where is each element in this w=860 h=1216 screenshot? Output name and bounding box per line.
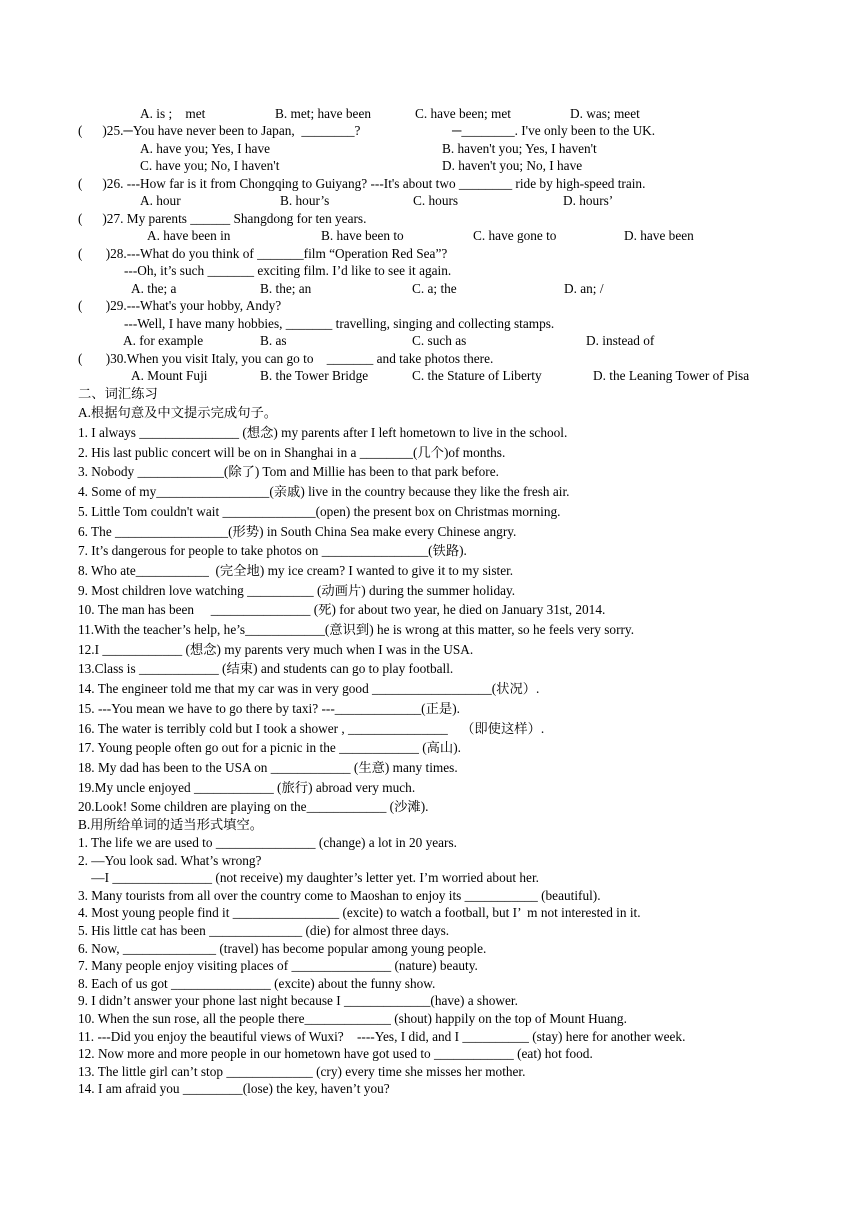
part-a-item: 6. The _________________(形势) in South China Sea make every Chinese angry.	[78, 523, 517, 539]
q27-stem: ( )27. My parents ______ Shangdong for ten years.	[78, 211, 367, 226]
part-b-item: 6. Now, ______________ (travel) has become popular among young people.	[78, 940, 487, 956]
q27-option-a: A. have been in	[147, 228, 231, 243]
q30-option-b: B. the Tower Bridge	[260, 368, 369, 383]
part-a-item: 5. Little Tom couldn't wait ______________(open) the present box on Christmas morning.	[78, 503, 561, 519]
q30-option-d: D. the Leaning Tower of Pisa	[593, 368, 750, 383]
q24-option-b: B. met; have been	[275, 106, 371, 121]
part-a-item: 18. My dad has been to the USA on ____________ (生意) many times.	[78, 759, 458, 775]
q29-option-d: D. instead of	[586, 333, 655, 348]
q29-option-b: B. as	[260, 333, 287, 348]
part-b-item: 11. ---Did you enjoy the beautiful views of Wuxi? ----Yes, I did, and I __________ (stay) here for another week.	[78, 1028, 686, 1044]
part-b-item: 14. I am afraid you _________(lose) the key, haven’t you?	[78, 1081, 390, 1097]
section-heading: 二、词汇练习	[78, 386, 158, 401]
part-a-item: 13.Class is ____________ (结束) and students can go to play football.	[78, 661, 454, 677]
part-b-item: 12. Now more and more people in our hometown have got used to ____________ (eat) hot food.	[78, 1046, 593, 1062]
q25-stem-reply: ─________. I've only been to the UK.	[452, 123, 656, 138]
q29-option-c: C. such as	[412, 333, 467, 348]
q24-option-a: A. is ; met	[140, 106, 206, 121]
part-a-item: 16. The water is terribly cold but I took a shower , _______________ （即使这样）.	[78, 720, 545, 736]
q26-option-a: A. hour	[140, 193, 181, 208]
q25-option-c: C. have you; No, I haven't	[140, 158, 280, 173]
part-a-item: 19.My uncle enjoyed ____________ (旅行) abroad very much.	[78, 779, 416, 795]
part-a-item: 11.With the teacher’s help, he’s____________(意识到) he is wrong at this matter, so he feels very sorry.	[78, 622, 635, 637]
part-a-item: 8. Who ate___________ (完全地) my ice cream? I wanted to give it to my sister.	[78, 562, 514, 578]
part-a-item: 3. Nobody _____________(除了) Tom and Millie has been to that park before.	[78, 464, 499, 480]
part-b-item: 5. His little cat has been ______________ (die) for almost three days.	[78, 923, 450, 938]
part-a-item: 4. Some of my_________________(亲戚) live in the country because they like the fresh air.	[78, 484, 570, 500]
part-b-item: 4. Most young people find it ________________ (excite) to watch a football, but I’ m not interested in it.	[78, 905, 641, 921]
part-b-item: 3. Many tourists from all over the country come to Maoshan to enjoy its ___________ (beautiful).	[78, 887, 601, 903]
q29-stem: ( )29.---What's your hobby, Andy?	[78, 298, 282, 313]
q30-stem: ( )30.When you visit Italy, you can go to _______ and take photos there.	[78, 351, 494, 366]
q28-option-c: C. a; the	[412, 281, 457, 296]
q28-stem-reply: ---Oh, it’s such _______ exciting film. I’d like to see it again.	[124, 263, 452, 278]
q28-option-d: D. an; /	[564, 281, 604, 296]
q27-option-d: D. have been	[624, 228, 694, 243]
q27-option-c: C. have gone to	[473, 228, 557, 243]
part-b-item: —I _______________ (not receive) my daughter’s letter yet. I’m worried about her.	[78, 870, 539, 886]
q29-option-a: A. for example	[123, 333, 204, 348]
q25-option-a: A. have you; Yes, I have	[140, 141, 270, 156]
q27-option-b: B. have been to	[321, 228, 404, 243]
part-b-item: 8. Each of us got _______________ (excite) about the funny show.	[78, 975, 436, 991]
part-b-item: 9. I didn’t answer your phone last night because I _____________(have) a shower.	[78, 993, 518, 1009]
part-b-item: 2. —You look sad. What’s wrong?	[78, 852, 262, 868]
part-b-item: 13. The little girl can’t stop _____________ (cry) every time she misses her mother.	[78, 1063, 526, 1079]
q29-stem-reply: ---Well, I have many hobbies, _______ travelling, singing and collecting stamps.	[124, 316, 555, 331]
q26-stem: ( )26. ---How far is it from Chongqing to Guiyang? ---It's about two ________ ride by high-speed train.	[78, 176, 646, 191]
part-a-item: 20.Look! Some children are playing on the____________ (沙滩).	[78, 799, 429, 815]
part-b-item: 1. The life we are used to _______________ (change) a lot in 20 years.	[78, 835, 457, 850]
part-a-item: 12.I ____________ (想念) my parents very much when I was in the USA.	[78, 641, 474, 657]
q24-option-d: D. was; meet	[570, 106, 640, 121]
q30-option-c: C. the Stature of Liberty	[412, 368, 542, 383]
part-b-heading: B.用所给单词的适当形式填空。	[78, 817, 264, 832]
part-a-item: 1. I always _______________ (想念) my parents after I left hometown to live in the school.	[78, 425, 568, 440]
q26-option-b: B. hour’s	[280, 193, 330, 208]
part-a-item: 10. The man has been _______________ (死) for about two year, he died on January 31st, 2014.	[78, 602, 606, 618]
q25-option-b: B. haven't you; Yes, I haven't	[442, 141, 597, 156]
part-a-item: 7. It’s dangerous for people to take photos on ________________(铁路).	[78, 543, 467, 559]
q28-option-a: A. the; a	[131, 281, 177, 296]
part-b-item: 10. When the sun rose, all the people there_____________ (shout) happily on the top of Mount Huang.	[78, 1011, 627, 1026]
q25-option-d: D. haven't you; No, I have	[442, 158, 583, 173]
part-b-item: 7. Many people enjoy visiting places of _______________ (nature) beauty.	[78, 958, 478, 974]
q24-option-c: C. have been; met	[415, 106, 511, 121]
q25-stem: ( )25.─You have never been to Japan, ________?	[78, 123, 361, 138]
q30-option-a: A. Mount Fuji	[131, 368, 208, 383]
part-a-item: 15. ---You mean we have to go there by taxi? ---_____________(正是).	[78, 700, 460, 716]
part-a-item: 2. His last public concert will be on in Shanghai in a ________(几个)of months.	[78, 444, 506, 460]
part-a-item: 14. The engineer told me that my car was in very good __________________(状况）.	[78, 681, 540, 697]
part-a-item: 9. Most children love watching __________ (动画片) during the summer holiday.	[78, 582, 516, 598]
part-a-heading: A.根据句意及中文提示完成句子。	[78, 405, 278, 420]
q26-option-c: C. hours	[413, 193, 459, 208]
part-a-item: 17. Young people often go out for a picnic in the ____________ (高山).	[78, 740, 461, 756]
q28-stem: ( )28.---What do you think of _______film “Operation Red Sea”?	[78, 246, 448, 261]
q26-option-d: D. hours’	[563, 193, 614, 208]
q28-option-b: B. the; an	[260, 281, 312, 296]
